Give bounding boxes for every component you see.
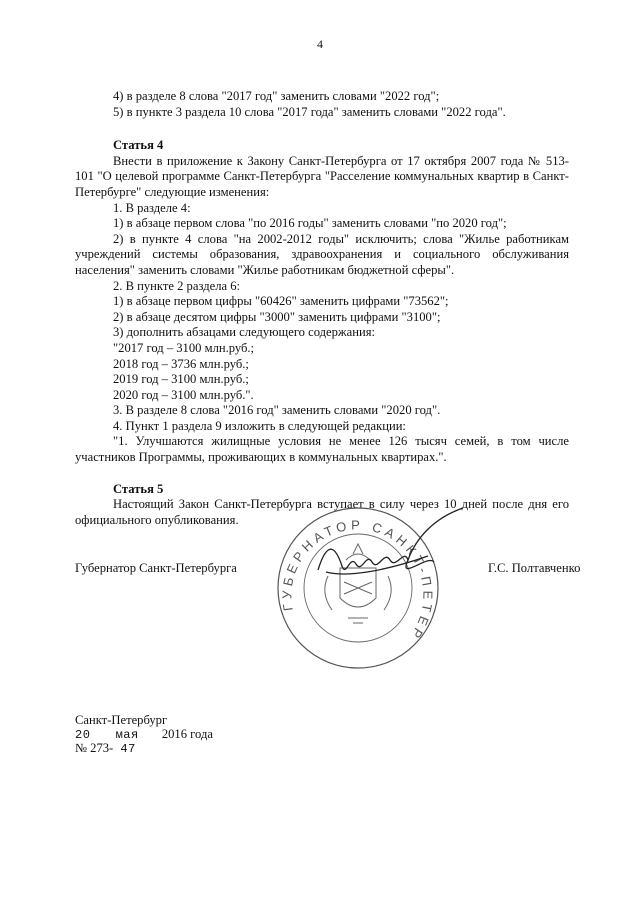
footer-number-suffix: 47	[120, 742, 136, 756]
page-number: 4	[317, 37, 323, 51]
footer-day: 20	[75, 728, 91, 742]
article-4-heading: Статья 4	[113, 138, 164, 153]
article-4-intro: Внести в приложение к Закону Санкт-Петербурга от 17 октября 2007 года № 513-101 "О целевой программе Санкт-Петербурга "Расселение коммунальных квартир в Санкт-Петербурге" следующие изменения:	[75, 153, 569, 199]
article-4-item: 1. В разделе 4:	[113, 200, 191, 215]
article-4-item: 3) дополнить абзацами следующего содержания:	[113, 325, 375, 340]
article-4-item: "1. Улучшаются жилищные условия не менее 126 тысяч семей, в том числе участников Программы, проживающих в коммунальных квартирах.".	[75, 434, 569, 465]
quoted-line: 2019 год – 3100 млн.руб.;	[113, 372, 249, 387]
article-4-item: 2) в абзаце десятом цифры "3000" заменить цифрами "3100";	[113, 309, 441, 324]
article-4-item: 1) в абзаце первом слова "по 2016 годы" заменить словами "по 2020 год";	[113, 216, 507, 231]
coat-of-arms-icon	[325, 544, 391, 623]
footer-number	[75, 741, 136, 757]
article-5-text: Настоящий Закон Санкт-Петербурга вступает в силу через 10 дней после дня его официального опубликования.	[75, 497, 569, 527]
seal-stamp	[251, 486, 488, 658]
signatory-name: Г.С. Полтавченко	[488, 561, 581, 575]
article-4-item: 2. В пункте 2 раздела 6:	[113, 278, 241, 293]
footer-number-prefix: № 273-	[75, 741, 114, 755]
article-4-item: 3. В разделе 8 слова "2016 год" заменить словами "2020 год".	[113, 403, 441, 418]
quoted-line: "2017 год – 3100 млн.руб.;	[113, 340, 255, 355]
seal-text: ГУБЕРНАТОР САНКТ-ПЕТЕРБУРГА	[251, 486, 436, 645]
article-4-item: 2) в пункте 4 слова "на 2002-2012 годы" исключить; слова "Жилье работникам учреждений системы образования, здравоохранения и социального обслуживания населения" заменить словами "Жилье работникам бюджетной сферы".	[75, 231, 569, 277]
article-4-item: 1) в абзаце первом цифры "60426" заменить цифрами "73562";	[113, 294, 449, 309]
document-body	[75, 89, 569, 528]
footer-city: Санкт-Петербург	[75, 713, 168, 727]
article-4-item: 4. Пункт 1 раздела 9 изложить в следующей редакции:	[113, 418, 406, 433]
amendment-line-4: 4) в разделе 8 слова "2017 год" заменить словами "2022 год";	[113, 89, 440, 103]
quoted-line: 2020 год – 3100 млн.руб.".	[113, 387, 254, 402]
amendment-line-5: 5) в пункте 3 раздела 10 слова "2017 года" заменить словами "2022 года".	[113, 104, 506, 119]
footer-month: мая	[115, 728, 139, 742]
signatory-position: Губернатор Санкт-Петербурга	[75, 561, 237, 575]
footer-year: 2016 года	[161, 727, 213, 741]
quoted-line: 2018 год – 3736 млн.руб.;	[113, 356, 249, 371]
article-5-heading: Статья 5	[113, 481, 164, 496]
